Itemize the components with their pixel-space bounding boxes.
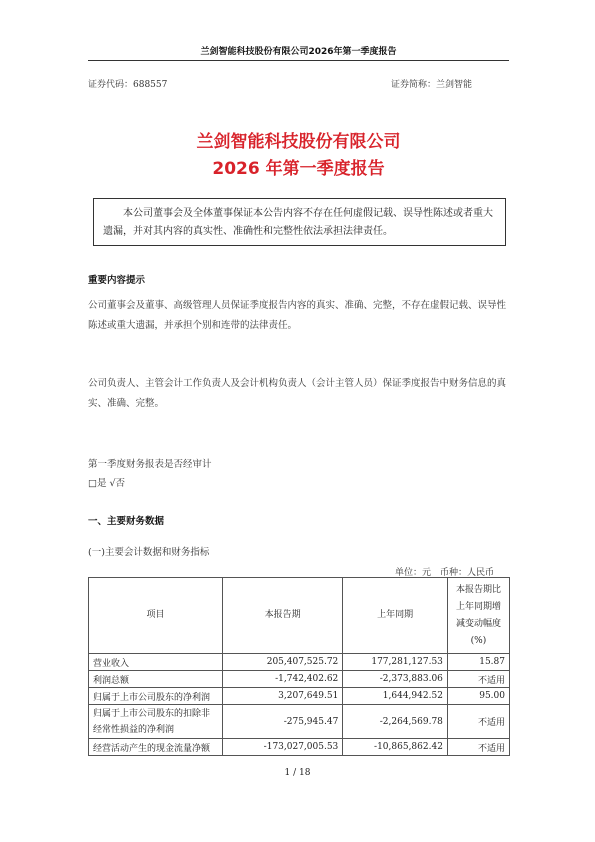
row-previous: -2,264,569.78 bbox=[343, 705, 448, 739]
audit-question: 第一季度财务报表是否经审计 bbox=[88, 459, 212, 470]
row-item: 利润总额 bbox=[89, 671, 223, 688]
company-title: 兰剑智能科技股份有限公司 bbox=[196, 132, 401, 152]
row-current: -173,027,005.53 bbox=[222, 739, 342, 756]
row-current: 205,407,525.72 bbox=[222, 654, 342, 671]
running-header: 兰剑智能科技股份有限公司2026年第一季度报告 bbox=[88, 44, 509, 61]
header-current-period: 本报告期 bbox=[222, 578, 342, 654]
table-row bbox=[89, 739, 510, 756]
financial-data-table bbox=[88, 577, 510, 756]
board-statement-box: 本公司董事会及全体董事保证本公告内容不存在任何虚假记载、误导性陈述或者重大遗漏，并对其内容的真实性、准确性和完整性依法承担法律责任。 bbox=[93, 198, 506, 246]
header-change-percent: 本报告期比上年同期增减变动幅度(%) bbox=[447, 578, 509, 654]
table-row bbox=[89, 671, 510, 688]
row-current: 3,207,649.51 bbox=[222, 688, 342, 705]
stock-code: 证券代码：688557 bbox=[88, 80, 168, 90]
row-previous: 1,644,942.52 bbox=[343, 688, 448, 705]
row-previous: -2,373,883.06 bbox=[343, 671, 448, 688]
subsection-accounting-data: (一)主要会计数据和财务指标 bbox=[88, 547, 210, 558]
page-number: 1 / 18 bbox=[284, 768, 311, 778]
row-item: 归属于上市公司股东的扣除非经常性损益的净利润 bbox=[89, 705, 223, 739]
row-change: 不适用 bbox=[447, 671, 509, 688]
important-notice-heading: 重要内容提示 bbox=[88, 275, 146, 286]
audit-answer: □是 √否 bbox=[88, 478, 126, 489]
table-row bbox=[89, 705, 510, 739]
row-current: -275,945.47 bbox=[222, 705, 342, 739]
row-change: 不适用 bbox=[447, 705, 509, 739]
row-change: 不适用 bbox=[447, 739, 509, 756]
unit-currency-line: 单位：元 币种：人民币 bbox=[395, 568, 495, 578]
stock-abbreviation: 证券简称：兰剑智能 bbox=[391, 80, 473, 90]
table-row bbox=[89, 688, 510, 705]
table-row bbox=[89, 654, 510, 671]
report-title: 2026 年第一季度报告 bbox=[212, 159, 385, 179]
row-change: 95.00 bbox=[447, 688, 509, 705]
row-item: 归属于上市公司股东的净利润 bbox=[89, 688, 223, 705]
row-current: -1,742,402.62 bbox=[222, 671, 342, 688]
row-item: 营业收入 bbox=[89, 654, 223, 671]
row-item: 经营活动产生的现金流量净额 bbox=[89, 739, 223, 756]
header-item: 项目 bbox=[89, 578, 223, 654]
section-main-financial-data: 一、主要财务数据 bbox=[88, 516, 165, 527]
important-paragraph-2: 公司负责人、主管会计工作负责人及会计机构负责人（会计主管人员）保证季度报告中财务信息的真实、准确、完整。 bbox=[88, 378, 507, 409]
important-paragraph-1: 公司董事会及董事、高级管理人员保证季度报告内容的真实、准确、完整，不存在虚假记载、误导性陈述或重大遗漏，并承担个别和连带的法律责任。 bbox=[88, 300, 507, 331]
row-change: 15.87 bbox=[447, 654, 509, 671]
header-previous-period: 上年同期 bbox=[343, 578, 448, 654]
row-previous: 177,281,127.53 bbox=[343, 654, 448, 671]
row-previous: -10,865,862.42 bbox=[343, 739, 448, 756]
